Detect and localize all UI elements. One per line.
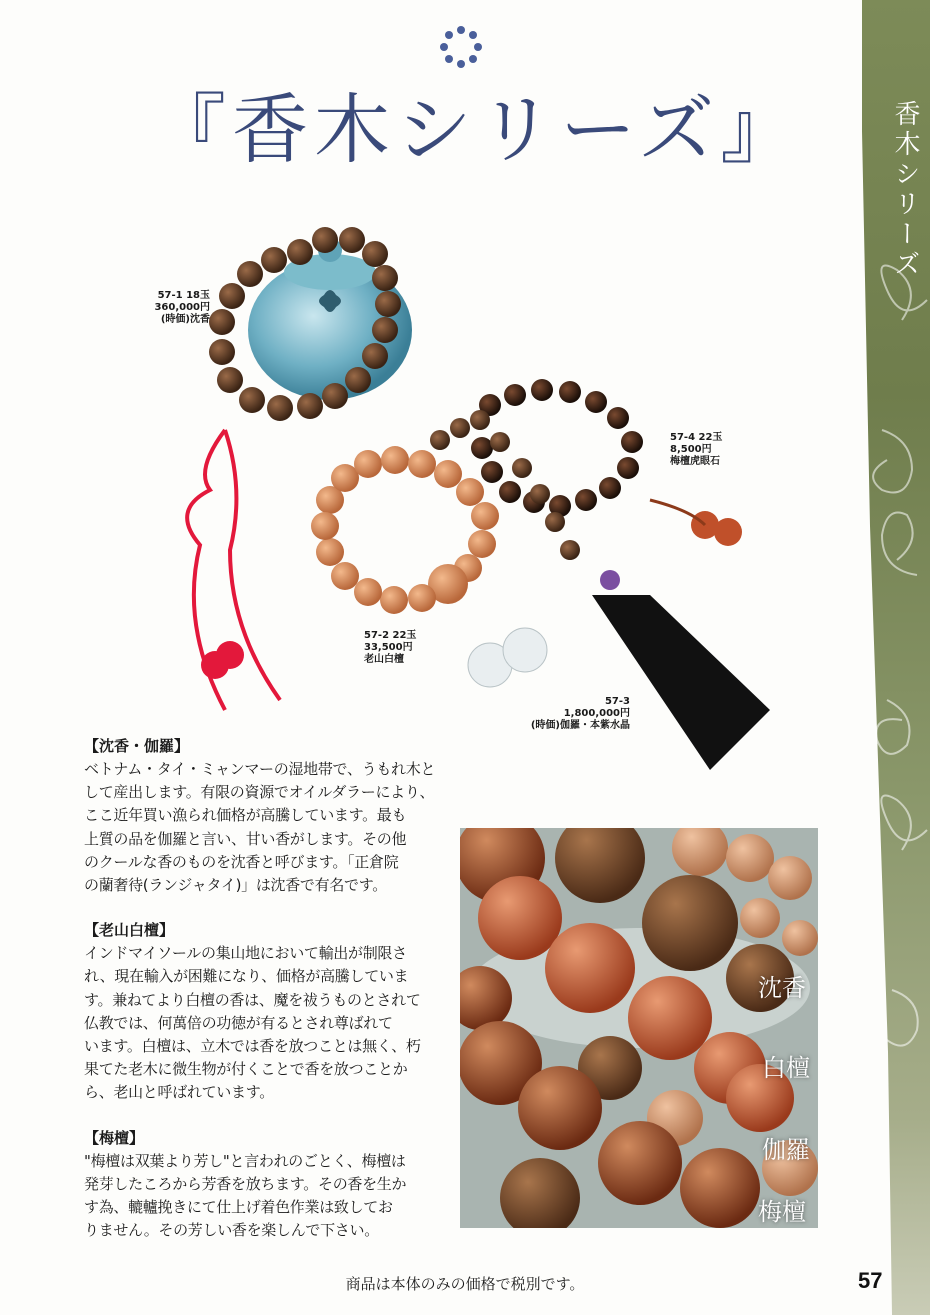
section-heading: 【梅檀】 [84, 1128, 145, 1147]
section-body [84, 758, 444, 897]
page-title: 『香木シリーズ』 [150, 85, 803, 174]
text-line: ベトナム・タイ・ミャンマーの湿地帯で、うもれ木と [84, 760, 436, 778]
wood-label: 白檀 [762, 1054, 810, 1082]
section-heading: 【老山白檀】 [84, 921, 175, 940]
section-heading: 【沈香・伽羅】 [84, 737, 190, 755]
product-desc: 梅檀虎眼石 [670, 456, 720, 467]
text-line: 仏教では、何萬倍の功徳が有るとされ尊ばれて [84, 1013, 393, 1032]
product-code: 57-3 [604, 696, 630, 707]
product-desc: (時価)沈香 [160, 314, 210, 325]
product-code: 57-1 18玉 [157, 290, 210, 301]
text-line: 果てた老木に微生物が付くことで香を放つことか [84, 1060, 408, 1079]
side-tab-label: 香木シリーズ [890, 100, 920, 280]
text-line: インドマイソールの集山地において輸出が制限さ [84, 944, 407, 963]
wood-label: 沈香 [758, 974, 806, 1002]
wood-label: 梅檀 [758, 1198, 806, 1226]
product-desc: (時価)伽羅・本紫水晶 [530, 720, 630, 731]
text-line: います。白檀は、立木では香を放つことは無く、朽 [84, 1037, 421, 1056]
text-line: して産出します。有限の資源でオイルダラーにより、 [84, 783, 435, 802]
text-line: のクールな香のものを沈香と呼びます。「正倉院 [84, 852, 399, 871]
section-body [84, 942, 444, 1104]
section-body [84, 1150, 444, 1243]
product-desc: 老山白檀 [364, 654, 404, 665]
product-code: 57-2 22玉 [364, 630, 417, 641]
product-code: 57-4 22玉 [670, 432, 723, 443]
product-caption [140, 290, 210, 326]
text-line: れ、現在輸入が困難になり、価格が高騰していま [84, 967, 409, 986]
text-line: "梅檀は双葉より芳し"と言われのごとく、梅檀は [84, 1151, 406, 1170]
text-line: 上質の品を伽羅と言い、甘い香がします。その他 [84, 829, 407, 848]
product-photo [130, 210, 830, 780]
text-line: す。兼ねてより白檀の香は、魔を祓うものとされて [84, 990, 421, 1009]
product-caption [670, 432, 770, 468]
wood-label: 伽羅 [762, 1136, 810, 1164]
product-price: 33,500円 [364, 642, 413, 653]
wood-closeup-photo [460, 828, 818, 1228]
text-line: 発芽したころから芳香を放ちます。その香を生か [84, 1174, 407, 1193]
text-line: ら、老山と呼ばれています。 [84, 1083, 274, 1102]
text-line: す為、轆轤挽きにて仕上げ着色作業は致してお [84, 1198, 393, 1217]
decorative-dot-ring-icon [436, 22, 486, 72]
text-line: ここ近年買い漁られ価格が高騰しています。最も [84, 806, 407, 825]
page-number: 57 [858, 1268, 883, 1293]
product-price: 8,500円 [670, 444, 712, 455]
product-caption [510, 696, 630, 732]
text-line: りません。その芳しい香を楽しんで下さい。 [84, 1221, 379, 1240]
text-line: の蘭奢待(ランジャタイ)」は沈香で有名です。 [84, 876, 387, 895]
product-price: 1,800,000円 [563, 708, 630, 719]
wood-beads-image [460, 828, 818, 1228]
product-caption [364, 630, 444, 666]
product-price: 360,000円 [154, 302, 210, 313]
description-column [84, 735, 444, 1264]
footer-note: 商品は本体のみの価格で税別です。 [345, 1275, 585, 1293]
